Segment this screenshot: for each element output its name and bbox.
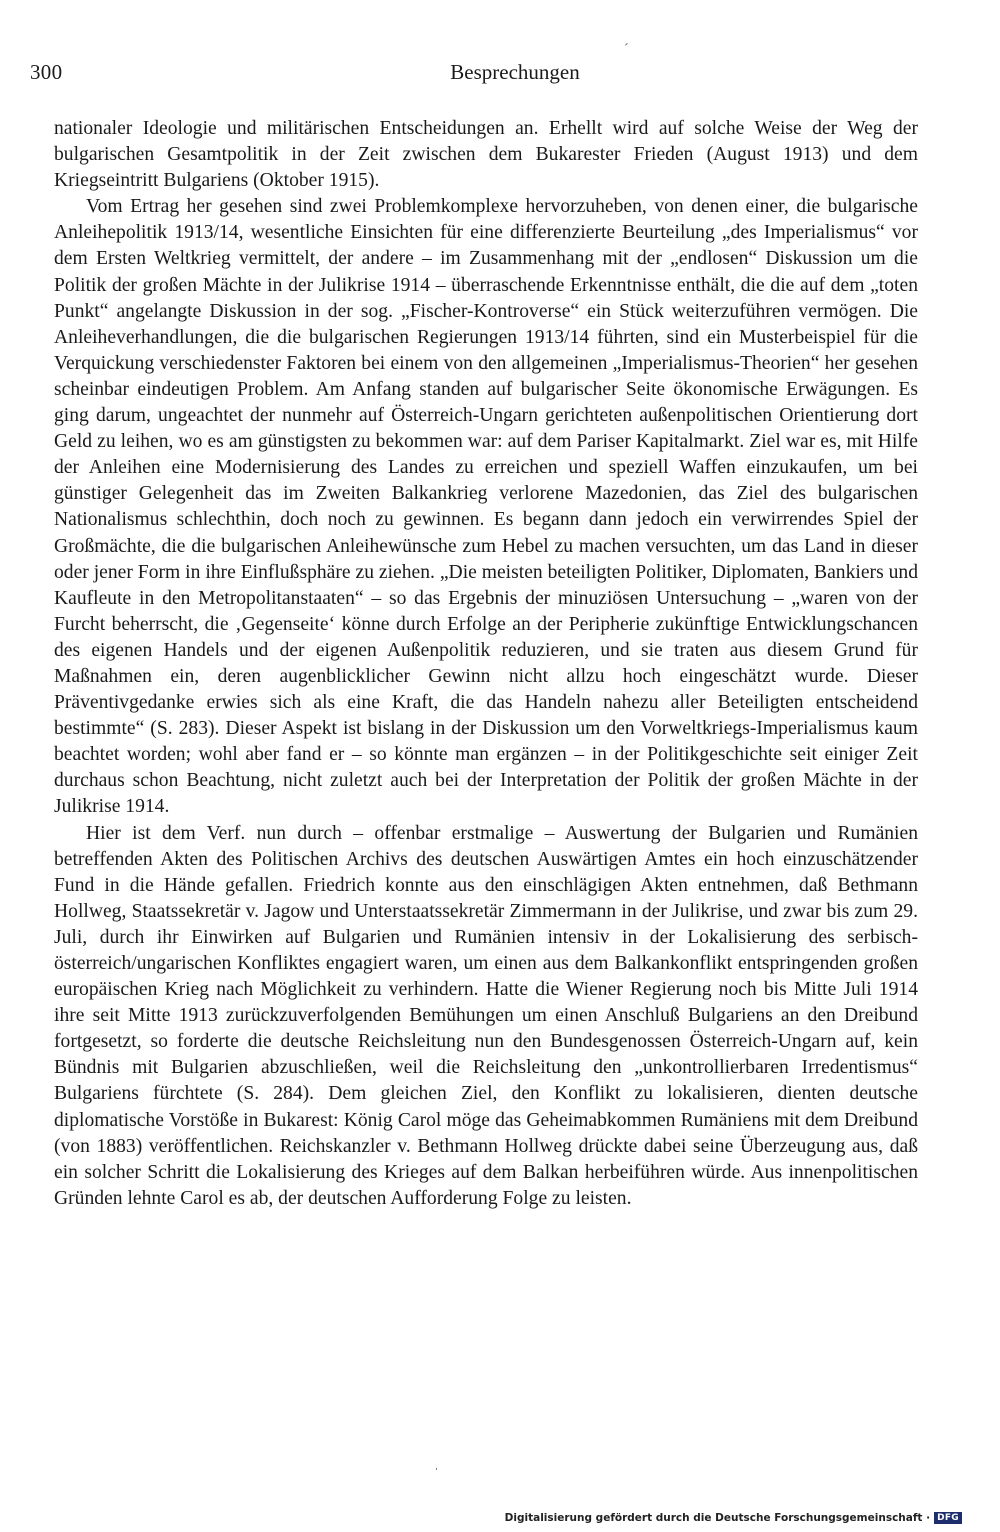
digitization-footer xyxy=(505,1512,962,1524)
scan-speck: ˊ xyxy=(624,42,629,57)
dfg-logo: DFG xyxy=(934,1512,962,1524)
paragraph-3: Hier ist dem Verf. nun durch – offenbar erstmalige – Auswertung der Bulgarien und Rumänien betreffenden Akten des Politischen Archivs des deutschen Auswärtigen Amtes ein hoch einzuschätzender Fund in die Hände gefallen. Friedrich konnte aus den einschlägigen Akten entnehmen, daß Bethmann Hollweg, Staatssekretär v. Jagow und Unterstaatssekretär Zimmermann in der Julikrise, und zwar bis zum 29. Juli, durch ihr Einwirken auf Bulgarien und Rumänien intensiv in der Lokalisierung des serbisch-österreich/ungarischen Konfliktes engagiert waren, um einen aus dem Balkankonflikt entspringenden großen europäischen Krieg nach Möglichkeit zu verhindern. Hatte die Wiener Regierung noch bis Mitte Juli 1914 ihre seit Mitte 1913 zurückzuverfolgenden Bemühungen um einen Anschluß Bulgariens an den Dreibund fortgesetzt, so forderte die deutsche Reichsleitung nun den Bundesgenossen Österreich-Ungarn auf, kein Bündnis mit Bulgarien abzuschließen, weil die Reichsleitung den „unkontrollierbaren Irredentismus“ Bulgariens fürchtete (S. 284). Dem gleichen Ziel, den Konflikt zu lokalisieren, dienten deutsche diplomatische Vorstöße in Bukarest: König Carol möge das Geheimabkommen Rumäniens mit dem Dreibund (von 1883) veröffentlichen. Reichskanzler v. Bethmann Hollweg drückte dabei seine Überzeugung aus, daß ein solcher Schritt die Lokalisierung des Krieges auf dem Balkan herbeiführen würde. Aus innenpolitischen Gründen lehnte Carol es ab, der deutschen Aufforderung Folge zu leisten. xyxy=(54,822,918,1209)
page-number: 300 xyxy=(30,60,63,84)
paragraph-2: Vom Ertrag her gesehen sind zwei Problemkomplexe hervorzuheben, von denen einer, die bulgarische Anleihepolitik 1913/14, wesentliche Einsichten für eine differenzierte Beurteilung „des Imperialismus“ vor dem Ersten Weltkrieg vermittelt, der andere – im Zusammenhang mit der „endlosen“ Diskussion um die Politik der großen Mächte in der Julikrise 1914 – überraschende Erkenntnisse enthält, die die auf dem „toten Punkt“ angelangte Diskussion in der sog. „Fischer-Kontroverse“ ein Stück weiterzuführen vermögen. Die Anleiheverhandlungen, die die bulgarischen Regierungen 1913/14 führten, sind ein Musterbeispiel für die Verquickung verschiedenster Faktoren bei einem von den allgemeinen „Imperialismus-Theorien“ her gesehen scheinbar eindeutigen Problem. Am Anfang standen auf bulgarischer Seite ökonomische Erwägungen. Es ging darum, ungeachtet der nunmehr auf Österreich-Ungarn gerichteten außenpolitischen Orientierung dort Geld zu leihen, wo es am günstigsten zu bekommen war: auf dem Pariser Kapitalmarkt. Ziel war es, mit Hilfe der Anleihen eine Modernisierung des Landes zu erreichen und speziell Waffen einzukaufen, um bei günstiger Gelegenheit das im Zweiten Balkankrieg verlorene Mazedonien, das Ziel des bulgarischen Nationalismus schlechthin, doch noch zu gewinnen. Es begann dann jedoch ein verwirrendes Spiel der Großmächte, die die bulgarischen Anleihewünsche zum Hebel zu machen versuchten, um das Land in dieser oder jener Form in ihre Einflußsphäre zu ziehen. „Die meisten beteiligten Politiker, Diplomaten, Bankiers und Kaufleute in den Metropolitanstaaten“ – so das Ergebnis der minuziösen Untersuchung – „waren von der Furcht beherrscht, die ‚Gegenseite‘ könne durch Erfolge an der Peripherie zukünftige Entwicklungschancen des eigenen Handels und der eigenen Außenpolitik reduzieren, und sie traten aus diesem Grund für Maßnahmen ein, deren augenblicklicher Gewinn nicht allzu hoch eingeschätzt wurde. Dieser Präventivgedanke erwies sich als eine Kraft, die das Handeln nahezu aller Beteiligten entscheidend bestimmte“ (S. 283). Dieser Aspekt ist bislang in der Diskussion um den Vorweltkriegs-Imperialismus kaum beachtet worden; wohl aber fand er – so könnte man ergänzen – in der Politikgeschichte seit einiger Zeit durchaus schon Beachtung, nicht zuletzt auch bei der Interpretation der Politik der großen Mächte in der Julikrise 1914. xyxy=(54,196,918,818)
paragraph-1: nationaler Ideologie und militärischen Entscheidungen an. Erhellt wird auf solche Weise der Weg der bulgarischen Gesamtpolitik in der Zeit zwischen dem Bukarester Frieden (August 1913) und dem Kriegseintritt Bulgariens (Oktober 1915). xyxy=(54,118,918,192)
running-title: Besprechungen xyxy=(450,60,580,84)
digitization-note: Digitalisierung gefördert durch die Deutsche Forschungsgemeinschaft · xyxy=(504,1512,931,1524)
review-body-text xyxy=(54,116,918,1212)
scan-speck: ˌ xyxy=(434,1456,439,1471)
